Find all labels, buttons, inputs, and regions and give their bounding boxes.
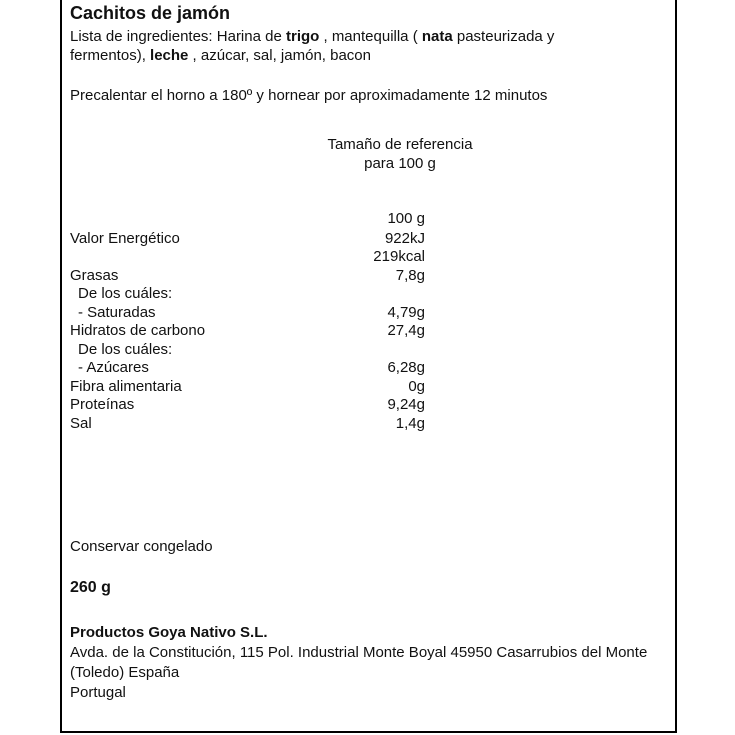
- nutrition-label-protein: Proteínas: [70, 396, 135, 413]
- preparation-instructions: Precalentar el horno a 180º y hornear por aproximadamente 12 minutos: [70, 87, 548, 104]
- nutrition-label-of-which-carbs: De los cuáles:: [78, 341, 173, 358]
- nutrition-value-fibre: 0g: [408, 378, 425, 395]
- net-weight: 260 g: [70, 579, 111, 596]
- reference-line-1: Tamaño de referencia: [327, 136, 473, 153]
- nutrition-label-fat: Grasas: [70, 267, 119, 284]
- nutrition-value-fat: 7,8g: [395, 267, 425, 284]
- ingredients-prefix: Lista de ingredientes: Harina de: [70, 28, 286, 45]
- company-address: Avda. de la Constitución, 115 Pol. Industrial Monte Boyal 45950 Casarrubios del Monte (Toledo) España: [70, 644, 648, 681]
- ingredients-part-2: , mantequilla (: [319, 28, 422, 45]
- nutrition-label-carbohydrates: Hidratos de carbono: [70, 322, 206, 339]
- nutrition-value-saturated: 4,79g: [387, 304, 425, 321]
- nutrition-label-energy: Valor Energético: [70, 230, 180, 247]
- nutrition-label-of-which-fat: De los cuáles:: [78, 285, 173, 302]
- company-country: Portugal: [70, 684, 126, 701]
- nutrition-value-salt: 1,4g: [395, 415, 425, 432]
- nutrition-value-protein: 9,24g: [387, 396, 425, 413]
- nutrition-column-header: 100 g: [387, 210, 425, 227]
- storage-instructions: Conservar congelado: [70, 538, 213, 555]
- ingredients-list: [70, 27, 630, 65]
- nutrition-label-salt: Sal: [70, 415, 92, 432]
- allergen-leche: leche: [150, 47, 189, 64]
- nutrition-value-energy-kcal: 219kcal: [373, 248, 425, 265]
- nutrition-value-sugars: 6,28g: [387, 359, 425, 376]
- company-address-block: [70, 643, 660, 703]
- nutrition-value-energy-kj: 922kJ: [384, 230, 425, 247]
- reference-line-2: para 100 g: [364, 155, 436, 172]
- nutrition-value-carbohydrates: 27,4g: [387, 322, 425, 339]
- allergen-trigo: trigo: [285, 28, 320, 45]
- ingredients-part-4: , azúcar, sal, jamón, bacon: [188, 47, 371, 64]
- nutrition-label-fibre: Fibra alimentaria: [70, 378, 182, 395]
- allergen-nata: nata: [421, 28, 453, 45]
- nutrition-label-saturated: - Saturadas: [78, 304, 156, 321]
- product-title: Cachitos de jamón: [70, 3, 231, 23]
- company-name: Productos Goya Nativo S.L.: [70, 624, 268, 641]
- ingredients-part-3: pasteurizada y fermentos),: [70, 28, 555, 64]
- nutrition-label-sugars: - Azúcares: [78, 359, 149, 376]
